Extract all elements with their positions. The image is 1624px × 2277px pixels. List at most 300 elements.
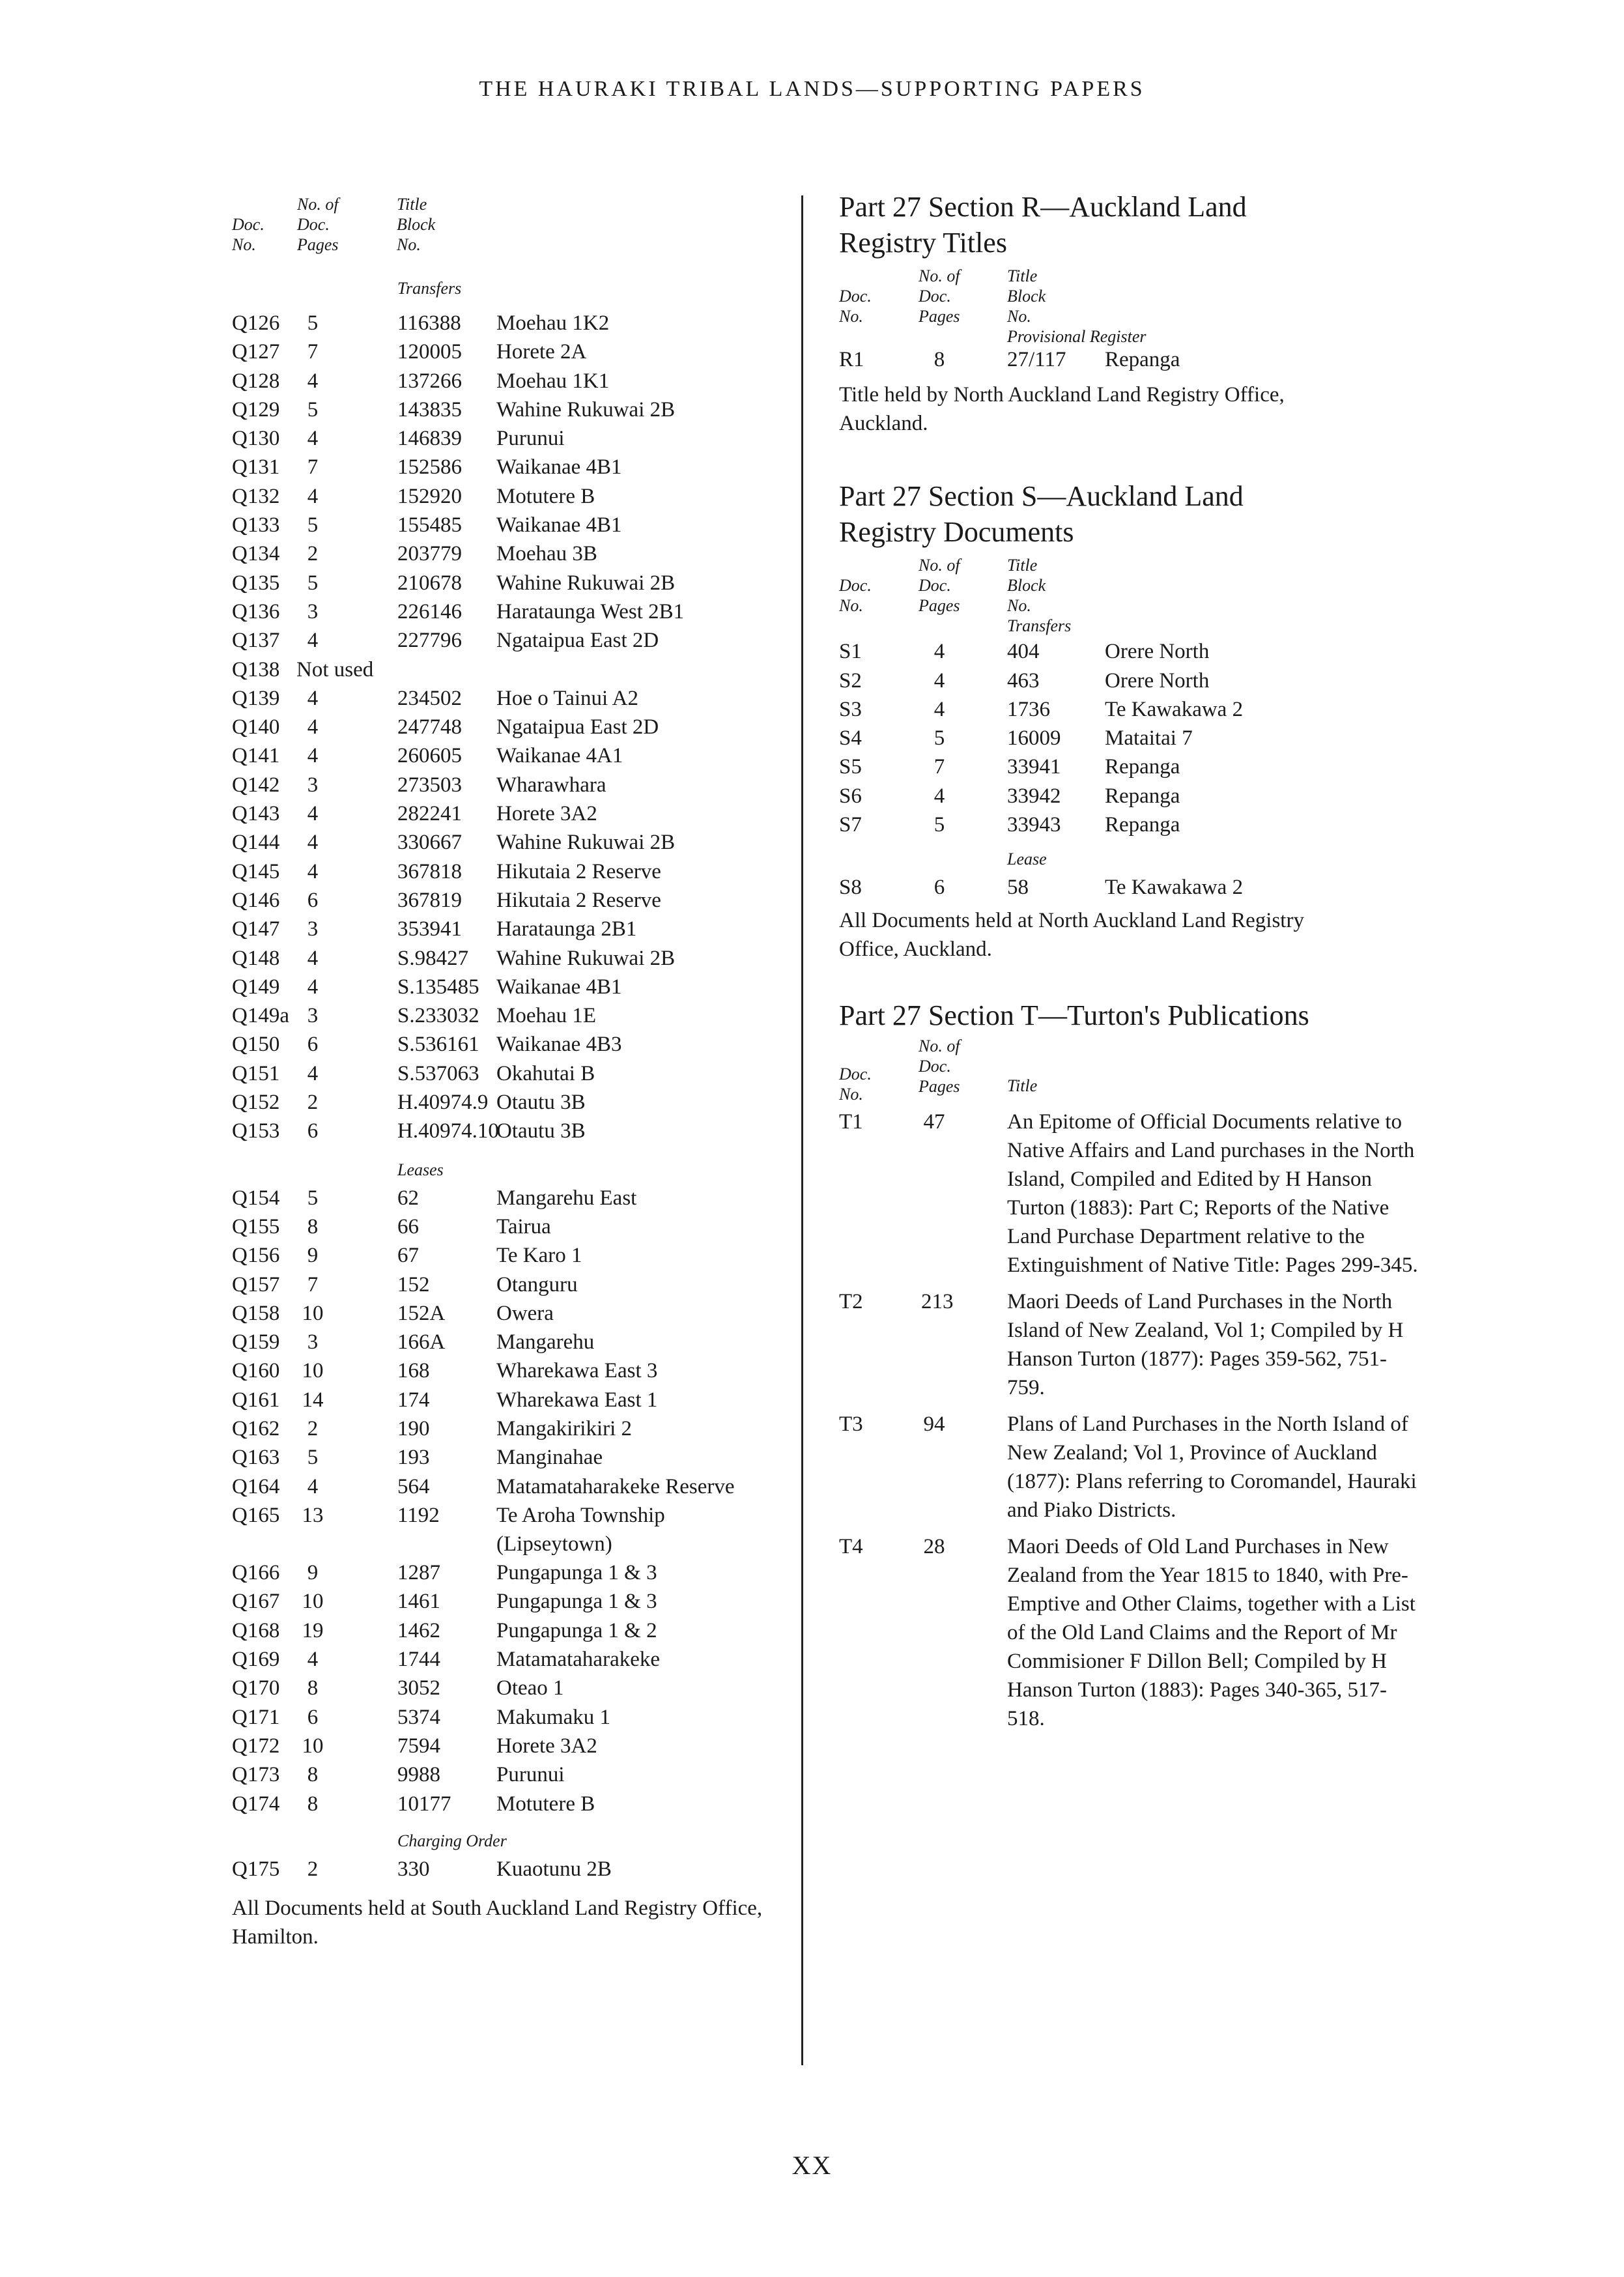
block-name: Repanga: [1105, 348, 1180, 371]
table-row: [232, 1088, 773, 1117]
block-name: Harataunga 2B1: [496, 917, 637, 941]
doc-number: Q156: [232, 1244, 280, 1268]
doc-number: Q162: [232, 1416, 280, 1440]
doc-number: Q163: [232, 1446, 280, 1470]
table-row: [839, 695, 1425, 724]
page-count: 6: [307, 1033, 319, 1057]
block-name: Hikutaia 2 Reserve: [496, 859, 661, 883]
subheading-s-transfers: Transfers: [1007, 616, 1072, 636]
doc-number: Q127: [232, 340, 280, 364]
block-number: S.98427: [397, 946, 469, 970]
doc-number: T4: [839, 1534, 863, 1558]
publication-title: An Epitome of Official Documents relative to Native Affairs and Land purchases in the North Island, Compiled and Edited by H Hanson Turton (1883): Part C; Reports of the Native Land Purchase Department relative to the Extinguishment of Native Title: Pages 299-345.: [1007, 1110, 1418, 1277]
doc-number: Q175: [232, 1857, 280, 1881]
doc-number: Q136: [232, 599, 280, 623]
doc-number: Q159: [232, 1330, 280, 1354]
block-number: 152586: [397, 455, 462, 480]
doc-number: Q164: [232, 1474, 280, 1498]
block-number: 155485: [397, 513, 462, 537]
doc-number: Q166: [232, 1561, 280, 1585]
block-number: S.233032: [397, 1004, 479, 1028]
block-number: 143835: [397, 397, 462, 422]
block-number: 226146: [397, 599, 462, 623]
page-header: THE HAURAKI TRIBAL LANDS—SUPPORTING PAPERS: [479, 77, 1145, 101]
page-count: Not used: [296, 657, 374, 681]
page-count: 5: [307, 311, 319, 335]
page-count: 10: [302, 1301, 324, 1325]
page-count: 9: [307, 1561, 319, 1585]
section-r-header: Doc. No. No. of Doc. Pages Title Block No.: [839, 266, 1046, 326]
block-name: Wharekawa East 1: [496, 1388, 658, 1412]
page-count: 5: [307, 1446, 319, 1470]
block-name: Motutere B: [496, 484, 595, 508]
block-number: 463: [1007, 668, 1040, 693]
section-s-title: Part 27 Section S—Auckland Land Registry Documents: [839, 480, 1244, 549]
block-name: Pungapunga 1 & 3: [496, 1590, 657, 1614]
block-number: 1287: [397, 1561, 440, 1585]
block-name: Owera: [496, 1301, 554, 1325]
table-row-continuation: [232, 1530, 773, 1558]
table-row: [232, 1703, 773, 1732]
block-name: Ngataipua East 2D: [496, 629, 659, 653]
doc-number: Q137: [232, 629, 280, 653]
block-number: 353941: [397, 917, 462, 941]
block-number: 1736: [1007, 697, 1050, 721]
block-number: 1461: [397, 1590, 440, 1614]
page-count: 4: [307, 369, 319, 393]
doc-number: Q144: [232, 831, 280, 855]
doc-number: Q148: [232, 946, 280, 970]
block-number: 152920: [397, 484, 462, 508]
block-number: H.40974.10: [397, 1119, 499, 1143]
publication-row: [839, 1532, 1425, 1733]
block-name: Makumaku 1: [496, 1705, 611, 1729]
left-column: [232, 194, 773, 1951]
page-count: 10: [302, 1734, 324, 1758]
page-count: 7: [307, 340, 319, 364]
table-row: [232, 424, 773, 453]
header-doc-no: Doc. No.: [232, 215, 264, 254]
table-row: [232, 655, 773, 684]
block-name: Wharekawa East 3: [496, 1359, 658, 1383]
block-number: 1462: [397, 1618, 440, 1642]
page-count: 4: [307, 859, 319, 883]
doc-number: S4: [839, 726, 862, 751]
table-row: [232, 799, 773, 828]
doc-number: Q130: [232, 427, 280, 451]
doc-number: Q132: [232, 484, 280, 508]
doc-number: Q134: [232, 542, 280, 566]
right-column: [839, 189, 1425, 1741]
block-number: S.537063: [397, 1061, 479, 1085]
block-number: 210678: [397, 571, 462, 595]
block-name: Tairua: [496, 1214, 551, 1239]
page-count: 4: [307, 1061, 319, 1085]
block-name: Purunui: [496, 427, 565, 451]
table-row: [232, 309, 773, 337]
doc-number: Q133: [232, 513, 280, 537]
block-name: Moehau 3B: [496, 542, 597, 566]
block-name: Orere North: [1105, 640, 1210, 664]
block-number: 247748: [397, 715, 462, 739]
doc-number: Q153: [232, 1119, 280, 1143]
doc-number: S1: [839, 640, 862, 664]
block-name: Otautu 3B: [496, 1119, 586, 1143]
doc-number: Q149: [232, 975, 280, 999]
block-name: Horete 3A2: [496, 802, 597, 826]
table-row: [232, 1645, 773, 1674]
block-number: 190: [397, 1416, 430, 1440]
table-row: [232, 395, 773, 424]
table-header: [232, 194, 773, 279]
block-number: 137266: [397, 369, 462, 393]
table-row: [232, 684, 773, 713]
doc-number: T2: [839, 1289, 863, 1313]
page-count: 4: [307, 1648, 319, 1672]
doc-number: Q172: [232, 1734, 280, 1758]
doc-number: Q174: [232, 1792, 280, 1816]
block-name: Matamataharakeke Reserve: [496, 1474, 735, 1498]
table-row: [232, 1732, 773, 1760]
page-count: 10: [302, 1359, 324, 1383]
block-number: 330667: [397, 831, 462, 855]
doc-number: Q152: [232, 1091, 280, 1115]
block-name: Te Kawakawa 2: [1105, 876, 1244, 900]
subheading-charging-order: Charging Order: [397, 1831, 507, 1850]
page-count: 3: [307, 599, 319, 623]
doc-number: Q171: [232, 1705, 280, 1729]
doc-number: S6: [839, 784, 862, 808]
block-name: Mangakirikiri 2: [496, 1416, 633, 1440]
block-number: 7594: [397, 1734, 440, 1758]
block-name: Manginahae: [496, 1446, 603, 1470]
table-row: [839, 873, 1425, 902]
table-row: [232, 713, 773, 741]
block-name: Hoe o Tainui A2: [496, 686, 638, 710]
page-count: 4: [307, 1474, 319, 1498]
doc-number: Q131: [232, 455, 280, 480]
page-count: 28: [923, 1534, 945, 1558]
page-count: 8: [307, 1763, 319, 1787]
page-count: 4: [307, 831, 319, 855]
doc-number: Q154: [232, 1186, 280, 1210]
block-name: Matamataharakeke: [496, 1648, 661, 1672]
block-number: 33943: [1007, 813, 1061, 837]
page-count: 4: [307, 484, 319, 508]
doc-number: Q170: [232, 1676, 280, 1700]
table-row: [232, 1299, 773, 1328]
table-row: [232, 915, 773, 943]
page-count: 94: [923, 1412, 945, 1436]
page-count: 4: [933, 784, 945, 808]
page-count: 4: [307, 946, 319, 970]
block-number: 1744: [397, 1648, 440, 1672]
doc-number: S8: [839, 876, 862, 900]
block-number: 5374: [397, 1705, 440, 1729]
page-count: 2: [307, 1416, 319, 1440]
block-number: 66: [397, 1214, 419, 1239]
table-row: [232, 771, 773, 799]
block-name: Horete 3A2: [496, 1734, 597, 1758]
doc-number: Q150: [232, 1033, 280, 1057]
block-name: Pungapunga 1 & 2: [496, 1618, 657, 1642]
table-row: [232, 1386, 773, 1414]
page-count: 3: [307, 1330, 319, 1354]
page-count: 213: [921, 1289, 954, 1313]
block-number: 564: [397, 1474, 430, 1498]
page-count: 4: [307, 975, 319, 999]
page-count: 4: [933, 668, 945, 693]
page-count: 13: [302, 1503, 324, 1527]
block-number: 203779: [397, 542, 462, 566]
subheading-leases: Leases: [397, 1160, 444, 1179]
table-row: [232, 337, 773, 366]
column-divider: [801, 195, 803, 2065]
block-name: Mataitai 7: [1105, 726, 1193, 751]
page-count: 2: [307, 1091, 319, 1115]
doc-number: Q128: [232, 369, 280, 393]
table-row: [232, 1558, 773, 1587]
page-count: 3: [307, 917, 319, 941]
block-name: Waikanae 4B1: [496, 975, 622, 999]
subheading-s-lease: Lease: [1007, 850, 1047, 869]
left-note: All Documents held at South Auckland Land Registry Office, Hamilton.: [232, 1897, 763, 1949]
block-name: Ngataipua East 2D: [496, 715, 659, 739]
table-row: [232, 1472, 773, 1501]
table-row: [232, 539, 773, 568]
page-count: 5: [307, 571, 319, 595]
page-count: 4: [307, 427, 319, 451]
section-s-header: Doc. No. No. of Doc. Pages Title Block No.: [839, 556, 1046, 616]
block-number: 33941: [1007, 755, 1061, 779]
doc-number: S3: [839, 697, 862, 721]
doc-number: R1: [839, 348, 864, 371]
block-name: Waikanae 4B3: [496, 1033, 622, 1057]
doc-number: Q158: [232, 1301, 280, 1325]
publication-row: [839, 1410, 1425, 1525]
block-name: Orere North: [1105, 668, 1210, 693]
page-count: 4: [933, 640, 945, 664]
block-name: Repanga: [1105, 755, 1180, 779]
block-number: 152: [397, 1272, 430, 1296]
table-row: [839, 752, 1425, 781]
block-number: 166A: [397, 1330, 446, 1354]
table-row: [232, 1030, 773, 1059]
table-row: [839, 782, 1425, 810]
section-r-list: [839, 345, 1425, 374]
table-row: [839, 666, 1425, 695]
block-number: S.135485: [397, 975, 479, 999]
header-no-of-pages: No. of Doc. Pages: [297, 195, 339, 254]
table-row: [232, 1117, 773, 1145]
block-name: Wahine Rukuwai 2B: [496, 946, 676, 970]
doc-number: S7: [839, 813, 862, 837]
section-t-header: Doc. No. No. of Doc. Pages Title: [839, 1036, 1038, 1104]
page-count: 7: [307, 455, 319, 480]
block-number: 9988: [397, 1763, 440, 1787]
table-row: [232, 886, 773, 915]
section-r-title: Part 27 Section R—Auckland Land Registry Titles: [839, 191, 1247, 259]
page-count: 9: [307, 1244, 319, 1268]
table-row: [232, 1587, 773, 1616]
doc-number: Q129: [232, 397, 280, 422]
block-name: Te Kawakawa 2: [1105, 697, 1244, 721]
table-row: [232, 511, 773, 539]
block-number: 116388: [397, 311, 461, 335]
block-name: Okahutai B: [496, 1061, 595, 1085]
block-number: 330: [397, 1857, 430, 1881]
block-number: 10177: [397, 1792, 451, 1816]
block-number: S.536161: [397, 1033, 479, 1057]
block-name: Repanga: [1105, 784, 1180, 808]
block-name: Oteao 1: [496, 1676, 564, 1700]
page-count: 10: [302, 1590, 324, 1614]
page-count: 8: [933, 348, 945, 371]
block-name: Te Aroha Township: [496, 1503, 665, 1527]
block-name: Waikanae 4B1: [496, 455, 622, 480]
page-count: 5: [307, 1186, 319, 1210]
subheading-transfers: Transfers: [397, 279, 462, 298]
block-number: 58: [1007, 876, 1029, 900]
leases-list: [232, 1184, 773, 1818]
table-row: [232, 857, 773, 886]
page-count: 6: [307, 888, 319, 912]
page-count: 2: [307, 1857, 319, 1881]
charging-list: [232, 1855, 773, 1883]
table-row: [232, 1443, 773, 1472]
doc-number: Q145: [232, 859, 280, 883]
block-number: 152A: [397, 1301, 446, 1325]
table-row: [232, 367, 773, 395]
page-count: 6: [307, 1705, 319, 1729]
section-s-leases-list: [839, 873, 1425, 902]
block-name: Purunui: [496, 1763, 565, 1787]
block-number: 234502: [397, 686, 462, 710]
table-row: [232, 1059, 773, 1088]
block-number: 3052: [397, 1676, 440, 1700]
page-count: 4: [933, 697, 945, 721]
doc-number: Q160: [232, 1359, 280, 1383]
doc-number: S2: [839, 668, 862, 693]
page-count: 6: [307, 1119, 319, 1143]
block-number: 62: [397, 1186, 419, 1210]
block-number: 367818: [397, 859, 462, 883]
page-count: 5: [933, 813, 945, 837]
block-number: 146839: [397, 427, 462, 451]
block-name: Wharawhara: [496, 773, 606, 797]
block-number: 16009: [1007, 726, 1061, 751]
page-count: 7: [307, 1272, 319, 1296]
block-number: 1192: [397, 1503, 440, 1527]
publication-row: [839, 1108, 1425, 1280]
page-count: 7: [933, 755, 945, 779]
page-count: 4: [307, 715, 319, 739]
publication-row: [839, 1287, 1425, 1402]
doc-number: Q143: [232, 802, 280, 826]
block-name: Waikanae 4B1: [496, 513, 622, 537]
doc-number: T1: [839, 1110, 863, 1134]
doc-number: T3: [839, 1412, 863, 1436]
page-number: XX: [791, 2151, 833, 2180]
block-name: Kuaotunu 2B: [496, 1857, 612, 1881]
block-name: Mangarehu: [496, 1330, 595, 1354]
section-s-note: All Documents held at North Auckland Land Registry Office, Auckland.: [839, 908, 1304, 961]
page-count: 4: [307, 686, 319, 710]
publication-title: Plans of Land Purchases in the North Island of New Zealand; Vol 1, Province of Auckland (1877): Plans referring to Coromandel, Hauraki and Piako Districts.: [1007, 1412, 1417, 1522]
page-count: 14: [302, 1388, 324, 1412]
doc-number: Q146: [232, 888, 280, 912]
publication-title: Maori Deeds of Land Purchases in the North Island of New Zealand, Vol 1; Compiled by H Hanson Turton (1877): Pages 359-562, 751-759.: [1007, 1289, 1404, 1399]
publication-title: Maori Deeds of Old Land Purchases in New Zealand from the Year 1815 to 1840, with Pre-Emptive and Other Claims, together with a List of the Old Land Claims and the Report of Mr Commisioner F Dillon Bell; Compiled by H Hanson Turton (1883): Pages 340-365, 517-518.: [1007, 1534, 1416, 1730]
doc-number: Q168: [232, 1618, 280, 1642]
page-count: 4: [307, 802, 319, 826]
doc-number: Q140: [232, 715, 280, 739]
table-row: [232, 1790, 773, 1818]
doc-number: Q155: [232, 1214, 280, 1239]
page-count: 8: [307, 1214, 319, 1239]
transfers-list: [232, 309, 773, 1146]
block-name: Wahine Rukuwai 2B: [496, 571, 676, 595]
page-count: 4: [307, 629, 319, 653]
page-count: 5: [933, 726, 945, 751]
doc-number: Q147: [232, 917, 280, 941]
doc-number: Q139: [232, 686, 280, 710]
table-row: [232, 1616, 773, 1645]
block-name: Mangarehu East: [496, 1186, 637, 1210]
block-name: Otautu 3B: [496, 1091, 586, 1115]
doc-number: Q173: [232, 1763, 280, 1787]
table-row: [232, 1356, 773, 1385]
block-number: 282241: [397, 802, 462, 826]
page-count: 5: [307, 513, 319, 537]
block-name: Repanga: [1105, 813, 1180, 837]
table-row: [232, 944, 773, 973]
block-number: 367819: [397, 888, 462, 912]
block-name: Horete 2A: [496, 340, 587, 364]
table-row: [232, 1241, 773, 1270]
doc-number: Q151: [232, 1061, 280, 1085]
table-row: [839, 637, 1425, 666]
table-row: [232, 1501, 773, 1530]
table-row: [232, 741, 773, 770]
doc-number: Q169: [232, 1648, 280, 1672]
page-count: 3: [307, 773, 319, 797]
doc-number: Q149a: [232, 1004, 289, 1028]
doc-number: Q141: [232, 744, 280, 768]
doc-number: Q161: [232, 1388, 280, 1412]
section-t-list: [839, 1108, 1425, 1733]
section-t-title: Part 27 Section T—Turton's Publications: [839, 999, 1309, 1031]
block-name-continued: (Lipseytown): [496, 1532, 612, 1556]
block-number: 27/117: [1007, 348, 1066, 371]
table-row: [232, 1414, 773, 1443]
page-count: 5: [307, 397, 319, 422]
block-number: 273503: [397, 773, 462, 797]
block-name: Moehau 1K2: [496, 311, 610, 335]
table-row: [839, 724, 1425, 752]
block-number: 404: [1007, 640, 1040, 664]
doc-number: Q142: [232, 773, 280, 797]
table-row: [232, 1184, 773, 1212]
page-count: 8: [307, 1792, 319, 1816]
table-row: [232, 1270, 773, 1299]
table-row: [232, 597, 773, 626]
table-row: [232, 1328, 773, 1356]
page-count: 47: [923, 1110, 945, 1134]
doc-number: Q157: [232, 1272, 280, 1296]
block-number: 168: [397, 1359, 430, 1383]
page-count: 6: [933, 876, 945, 900]
